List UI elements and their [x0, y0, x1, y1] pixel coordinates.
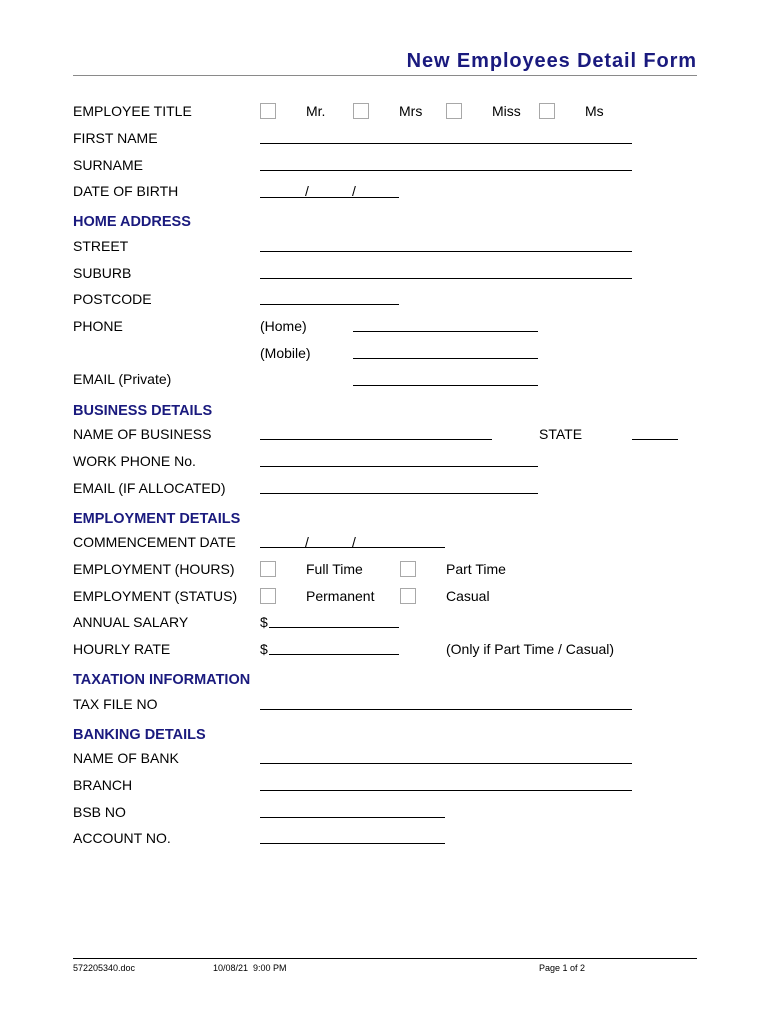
state-label: STATE [539, 426, 583, 442]
business-email-label: EMAIL (IF ALLOCATED) [73, 480, 226, 496]
surname-field[interactable] [260, 170, 632, 171]
business-name-label: NAME OF BUSINESS [73, 426, 212, 442]
hourly-rate-field[interactable] [269, 654, 399, 655]
hourly-rate-label: HOURLY RATE [73, 641, 171, 657]
title-ms-label: Ms [585, 103, 604, 119]
footer-divider [73, 958, 697, 959]
bsb-field[interactable] [260, 817, 445, 818]
email-private-field[interactable] [353, 385, 538, 386]
bsb-label: BSB NO [73, 804, 126, 820]
business-email-field[interactable] [260, 493, 538, 494]
suburb-label: SUBURB [73, 265, 132, 281]
employee-title-label: EMPLOYEE TITLE [73, 103, 192, 119]
branch-field[interactable] [260, 790, 632, 791]
hourly-currency: $ [260, 641, 268, 657]
account-no-label: ACCOUNT NO. [73, 830, 171, 846]
work-phone-field[interactable] [260, 466, 538, 467]
phone-mobile-label: (Mobile) [260, 345, 311, 361]
title-mr-label: Mr. [306, 103, 326, 119]
employment-details-heading: EMPLOYMENT DETAILS [73, 511, 241, 527]
suburb-field[interactable] [260, 278, 632, 279]
dob-separator: / [305, 183, 309, 199]
business-name-field[interactable] [260, 439, 492, 440]
dob-separator: / [352, 183, 356, 199]
first-name-field[interactable] [260, 143, 632, 144]
phone-mobile-field[interactable] [353, 358, 538, 359]
date-separator: / [305, 534, 309, 550]
bank-name-field[interactable] [260, 763, 632, 764]
email-private-label: EMAIL (Private) [73, 371, 172, 387]
full-time-label: Full Time [306, 561, 363, 577]
title-mr-checkbox[interactable] [260, 103, 276, 119]
annual-salary-label: ANNUAL SALARY [73, 614, 189, 630]
casual-label: Casual [446, 588, 490, 604]
footer-page-number: Page 1 of 2 [539, 963, 586, 973]
surname-label: SURNAME [73, 157, 144, 173]
street-field[interactable] [260, 251, 632, 252]
page-title: New Employees Detail Form [406, 50, 697, 72]
title-miss-checkbox[interactable] [446, 103, 462, 119]
footer-datetime: 10/08/21 9:00 PM [213, 963, 287, 973]
date-separator: / [352, 534, 356, 550]
business-details-heading: BUSINESS DETAILS [73, 403, 213, 419]
banking-details-heading: BANKING DETAILS [73, 727, 206, 743]
permanent-label: Permanent [306, 588, 375, 604]
postcode-field[interactable] [260, 304, 399, 305]
part-time-checkbox[interactable] [400, 561, 416, 577]
employment-status-label: EMPLOYMENT (STATUS) [73, 588, 238, 604]
annual-salary-field[interactable] [269, 627, 399, 628]
casual-checkbox[interactable] [400, 588, 416, 604]
footer-filename: 572205340.doc [73, 963, 136, 973]
tax-file-no-field[interactable] [260, 709, 632, 710]
branch-label: BRANCH [73, 777, 133, 793]
postcode-label: POSTCODE [73, 291, 152, 307]
bank-name-label: NAME OF BANK [73, 750, 179, 766]
title-mrs-checkbox[interactable] [353, 103, 369, 119]
phone-home-label: (Home) [260, 318, 307, 334]
tax-file-no-label: TAX FILE NO [73, 696, 158, 712]
employment-hours-label: EMPLOYMENT (HOURS) [73, 561, 235, 577]
home-address-heading: HOME ADDRESS [73, 214, 191, 230]
state-field[interactable] [632, 439, 678, 440]
phone-home-field[interactable] [353, 331, 538, 332]
dob-field[interactable] [260, 197, 399, 198]
title-ms-checkbox[interactable] [539, 103, 555, 119]
salary-currency: $ [260, 614, 268, 630]
title-mrs-label: Mrs [399, 103, 423, 119]
commencement-date-label: COMMENCEMENT DATE [73, 534, 236, 550]
part-time-label: Part Time [446, 561, 506, 577]
account-no-field[interactable] [260, 843, 445, 844]
street-label: STREET [73, 238, 129, 254]
hourly-rate-note: (Only if Part Time / Casual) [446, 641, 615, 657]
title-divider [73, 75, 697, 76]
first-name-label: FIRST NAME [73, 130, 158, 146]
permanent-checkbox[interactable] [260, 588, 276, 604]
taxation-heading: TAXATION INFORMATION [73, 672, 251, 688]
title-miss-label: Miss [492, 103, 521, 119]
dob-label: DATE OF BIRTH [73, 183, 179, 199]
phone-label: PHONE [73, 318, 123, 334]
work-phone-label: WORK PHONE No. [73, 453, 196, 469]
full-time-checkbox[interactable] [260, 561, 276, 577]
